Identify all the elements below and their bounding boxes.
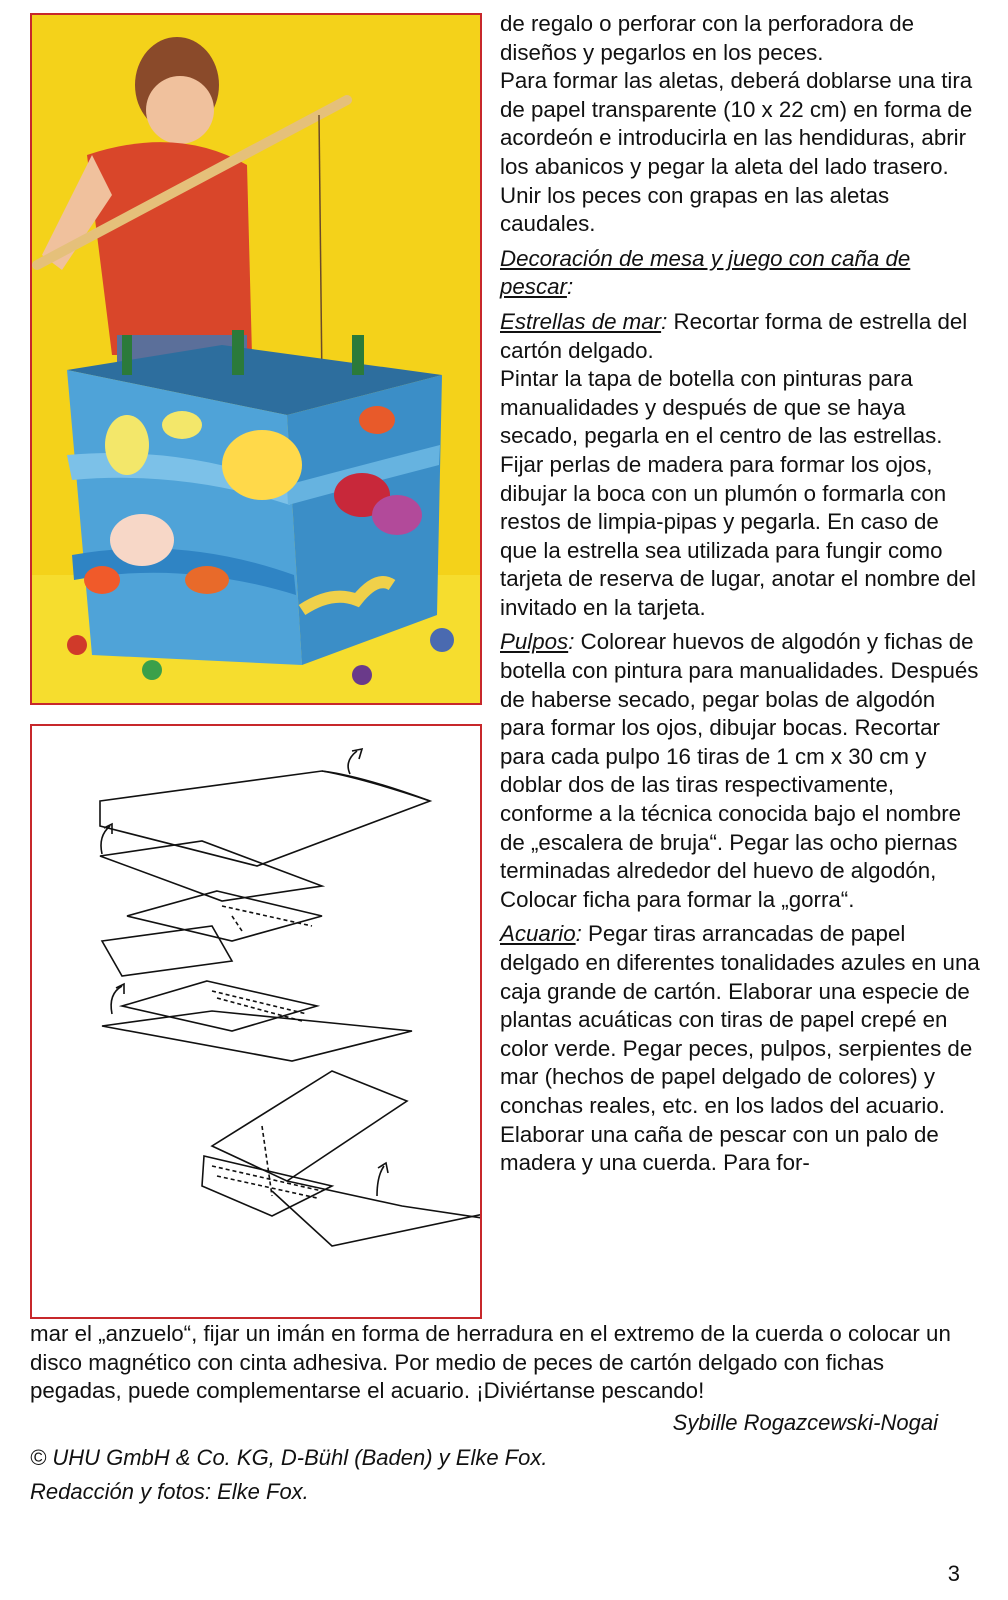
paragraph-rod-cont: mar el „anzuelo“, fijar un imán en forma de herradura en el extremo de la cuerda o colocar un disco magnético con cinta adhesiva. Por medio de peces de cartón delgado con fichas pegadas, puede complementarse el acuario. ¡Diviértanse pescando!: [30, 1321, 951, 1404]
label-colon: :: [661, 308, 668, 334]
fold-diagram: [32, 726, 480, 1317]
paragraph-text: Colorear huevos de algodón y fichas de botella con pintura para manualidades. Después de haberse secado, pegar bolas de algodón para formar los ojos, dibujar bocas. Recortar para cada pulpo 16 tiras de 1 cm x 30 cm y doblar dos de las tiras respectivamente, conforme a la técnica conocida bajo el nombre de „escalera de bruja“. Pegar las ocho piernas terminadas alrededor del huevo de algodón, Colocar ficha para formar la „gorra“.: [500, 629, 979, 912]
section-heading: [500, 245, 980, 302]
paragraph-octopus: [500, 628, 980, 914]
page-number: 3: [947, 1561, 960, 1586]
label-aquarium: Acuario: [500, 921, 576, 947]
paragraph-starfish: [500, 308, 980, 365]
text-column: [500, 10, 980, 1178]
label-colon: :: [568, 629, 575, 655]
paragraph-text: Recortar forma de estrella del cartón delgado.: [500, 308, 968, 363]
aquarium-photo: [32, 15, 480, 703]
credit-photos: Redacción y fotos: Elke Fox.: [30, 1479, 309, 1504]
label-starfish: Estrellas de mar: [500, 308, 662, 334]
paragraph-text: Pegar tiras arrancadas de papel delgado en diferentes tonalidades azules en una caja grande de cartón. Elaborar una especie de plantas acuáticas con tiras de papel crepé en color verde. Pegar peces, pulpos, serpientes de mar (hechos de papel delgado de colores) y conchas reales, etc. en los lados del acuario.: [500, 921, 980, 1118]
paragraph-rod: Elaborar una caña de pescar con un palo de madera y una cuerda. Para for-: [500, 1121, 939, 1176]
author: Sybille Rogazcewski-Nogai: [672, 1410, 938, 1435]
fold-diagram-frame: [30, 724, 482, 1319]
credit-copyright: © UHU GmbH & Co. KG, D-Bühl (Baden) y Elke Fox.: [30, 1445, 548, 1470]
paragraph: Para formar las aletas, deberá doblarse una tira de papel transparente (10 x 22 cm) en forma de acordeón e introducirla en las hendiduras, abrir los abanicos y pegar la aleta del lado trasero. Unir los peces con grapas en las aletas caudales.: [500, 68, 973, 237]
heading-colon: :: [566, 274, 574, 300]
paragraph: Pintar la tapa de botella con pinturas para manualidades y después de que se haya secado, pegarla en el centro de las estrellas. Fijar perlas de madera para formar los ojos, dibujar la boca con un plumón o formarla con restos de limpia-pipas y pegarla. En caso de que la estrella sea utilizada para fungir como tarjeta de reserva de lugar, anotar el nombre del invitado en la tarjeta.: [500, 366, 976, 620]
paragraph-aquarium: [500, 920, 980, 1120]
full-width-text: [30, 1320, 970, 1406]
photo-frame: [30, 13, 482, 705]
paragraph: de regalo o perforar con la perforadora de diseños y pegarlos en los peces.: [500, 11, 914, 65]
heading-text: Decoración de mesa y juego con caña de pescar: [500, 245, 911, 300]
label-colon: :: [575, 921, 582, 947]
label-octopus: Pulpos: [500, 629, 569, 655]
credits: [30, 1441, 547, 1509]
